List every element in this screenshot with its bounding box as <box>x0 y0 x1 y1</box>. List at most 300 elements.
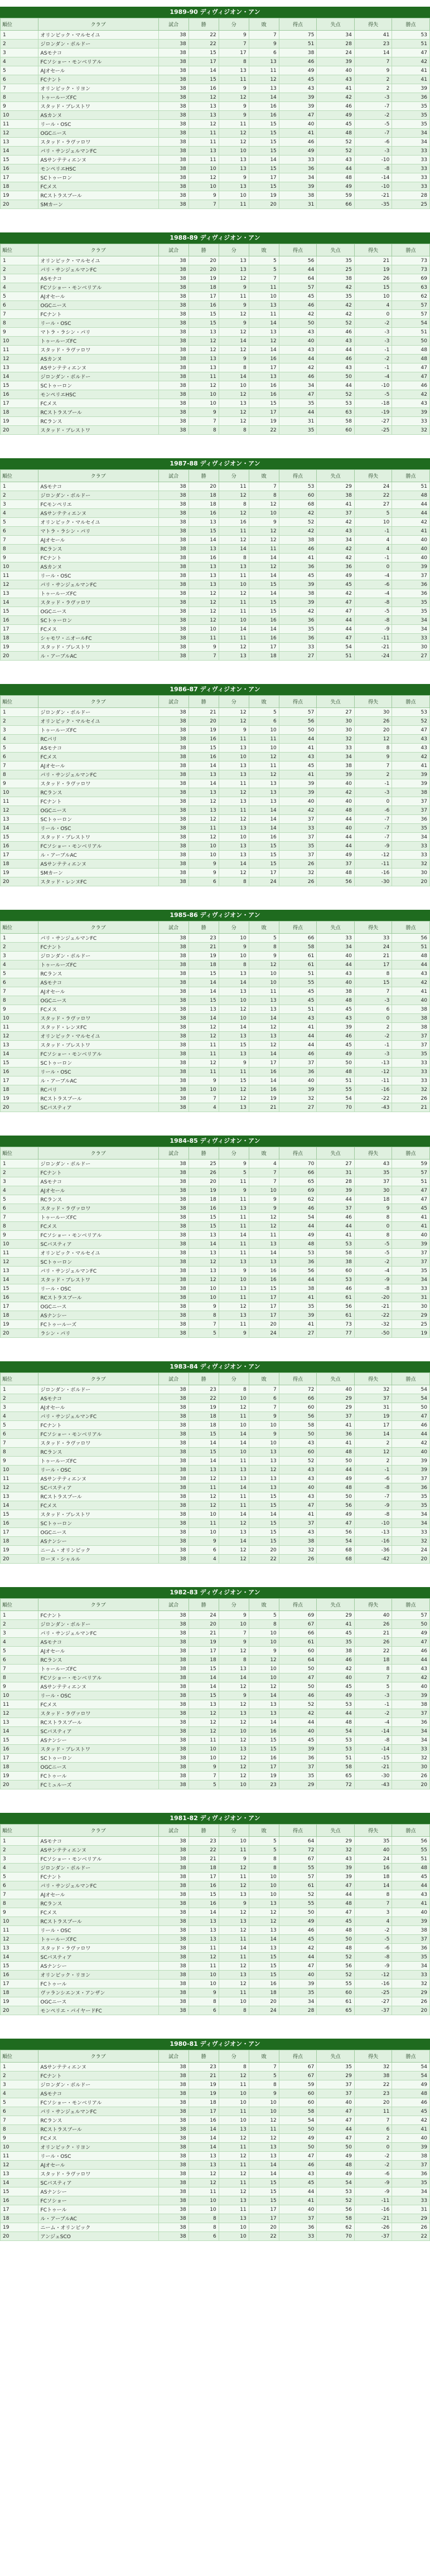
stat-cell: 6 <box>249 717 279 726</box>
stat-cell: 35 <box>279 625 317 634</box>
stat-cell: 60 <box>279 2098 317 2107</box>
stat-cell: 32 <box>392 1537 430 1546</box>
stat-cell: 38 <box>158 580 189 589</box>
stat-cell: 14 <box>219 545 249 554</box>
club-cell: AJオセール <box>38 1403 158 1412</box>
stat-cell: 42 <box>279 1944 317 1953</box>
stat-cell: 42 <box>392 1439 430 1448</box>
stat-cell: 41 <box>317 1620 355 1629</box>
stat-cell: 13 <box>249 996 279 1005</box>
stat-cell: 33 <box>392 147 430 156</box>
table-row <box>1 1466 430 1474</box>
stat-cell: 9 <box>354 66 392 75</box>
stat-cell: 38 <box>279 48 317 57</box>
club-cell: SCトゥーロン <box>38 1059 158 1068</box>
stat-cell: 10 <box>249 1881 279 1890</box>
stat-cell: 11 <box>219 1501 249 1510</box>
table-row <box>1 265 430 274</box>
stat-cell: 11 <box>189 1519 219 1528</box>
column-header: 得失 <box>354 244 392 256</box>
stat-cell: 39 <box>317 57 355 66</box>
stat-cell: -9 <box>354 625 392 634</box>
stat-cell: 47 <box>392 48 430 57</box>
stat-cell: 11 <box>219 1988 249 1997</box>
stat-cell: 12 <box>219 1647 249 1656</box>
stat-cell: 38 <box>317 1258 355 1267</box>
stat-cell: 39 <box>317 1872 355 1881</box>
stat-cell: 46 <box>317 1656 355 1665</box>
rank-cell: 11 <box>1 1249 38 1258</box>
stat-cell: 11 <box>219 1492 249 1501</box>
column-header: 分 <box>219 1599 249 1611</box>
stat-cell: 47 <box>279 390 317 399</box>
stat-cell: 16 <box>189 1899 219 1908</box>
stat-cell: 10 <box>189 2196 219 2205</box>
column-header: 試合 <box>158 470 189 482</box>
stat-cell: 41 <box>317 84 355 93</box>
stat-cell: 19 <box>189 1403 219 1412</box>
stat-cell: 38 <box>158 1980 189 1988</box>
stat-cell: 66 <box>279 934 317 943</box>
rank-cell: 10 <box>1 1466 38 1474</box>
stat-cell: 39 <box>392 408 430 417</box>
column-header: 勝 <box>189 696 219 708</box>
stat-cell: 45 <box>279 571 317 580</box>
stat-cell: 46 <box>317 1284 355 1293</box>
stat-cell: 12 <box>219 1682 249 1691</box>
table-row <box>1 1302 430 1311</box>
column-header: 勝 <box>189 1599 219 1611</box>
stat-cell: 45 <box>279 761 317 770</box>
stat-cell: 12 <box>249 337 279 346</box>
stat-cell: 38 <box>158 482 189 491</box>
column-header: 試合 <box>158 1373 189 1385</box>
stat-cell: -43 <box>354 1781 392 1789</box>
stat-cell: 15 <box>189 319 219 328</box>
stat-cell: 46 <box>317 328 355 337</box>
stat-cell: 54 <box>392 2072 430 2080</box>
stat-cell: 38 <box>392 1700 430 1709</box>
column-header: 得点 <box>279 1147 317 1160</box>
stat-cell: -32 <box>354 1320 392 1329</box>
stat-cell: 19 <box>189 1638 219 1647</box>
stat-cell: 10 <box>249 2098 279 2107</box>
stat-cell: 14 <box>189 66 219 75</box>
rank-cell: 12 <box>1 1709 38 1718</box>
column-header: 試合 <box>158 1825 189 1837</box>
stat-cell: 47 <box>279 1501 317 1510</box>
stat-cell: 53 <box>317 1700 355 1709</box>
stat-cell: 39 <box>392 1240 430 1249</box>
stat-cell: 35 <box>392 598 430 607</box>
stat-cell: -1 <box>354 1041 392 1050</box>
stat-cell: 38 <box>158 57 189 66</box>
club-cell: FCモンペリエ <box>38 500 158 509</box>
stat-cell: 38 <box>158 1050 189 1059</box>
rank-cell: 1 <box>1 708 38 717</box>
stat-cell: 46 <box>392 1647 430 1656</box>
table-row <box>1 2205 430 2214</box>
season-title: 1981-82 ディヴィジオン・アン <box>0 1813 430 1824</box>
stat-cell: 38 <box>158 851 189 860</box>
table-row <box>1 1754 430 1763</box>
stat-cell: -10 <box>354 381 392 390</box>
stat-cell: 11 <box>219 75 249 84</box>
stat-cell: 13 <box>249 1240 279 1249</box>
stat-cell: 44 <box>279 1032 317 1041</box>
stat-cell: 33 <box>317 934 355 943</box>
stat-cell: 50 <box>317 1492 355 1501</box>
rank-cell: 15 <box>1 1736 38 1745</box>
club-cell: FCナント <box>38 554 158 562</box>
stat-cell: 24 <box>354 1855 392 1864</box>
column-header: 順位 <box>1 470 38 482</box>
stat-cell: 42 <box>279 527 317 536</box>
stat-cell: 13 <box>219 770 249 779</box>
stat-cell: -50 <box>354 1329 392 1338</box>
stat-cell: 38 <box>158 1293 189 1302</box>
club-cell: FCソショー・モンベリアル <box>38 57 158 66</box>
stat-cell: 42 <box>392 753 430 761</box>
stat-cell: 23 <box>354 2089 392 2098</box>
table-row <box>1 75 430 84</box>
stat-cell: 38 <box>158 1638 189 1647</box>
rank-cell: 18 <box>1 408 38 417</box>
stat-cell: 14 <box>249 815 279 824</box>
stat-cell: 21 <box>189 2072 219 2080</box>
stat-cell: 38 <box>392 2152 430 2161</box>
rank-cell: 7 <box>1 536 38 545</box>
stat-cell: 49 <box>317 1691 355 1700</box>
rank-cell: 5 <box>1 969 38 978</box>
stat-cell: 15 <box>249 2187 279 2196</box>
rank-cell: 5 <box>1 2098 38 2107</box>
stat-cell: 10 <box>189 390 219 399</box>
club-cell: FCナント <box>38 1872 158 1881</box>
stat-cell: 44 <box>392 500 430 509</box>
rank-cell: 11 <box>1 1700 38 1709</box>
stat-cell: 41 <box>392 1213 430 1222</box>
stat-cell: 20 <box>354 2098 392 2107</box>
stat-cell: 49 <box>279 147 317 156</box>
stat-cell: -36 <box>354 1546 392 1555</box>
stat-cell: 41 <box>392 75 430 84</box>
stat-cell: 19 <box>189 1186 219 1195</box>
stat-cell: 13 <box>249 1700 279 1709</box>
stat-cell: -3 <box>354 147 392 156</box>
stat-cell: 18 <box>189 1864 219 1872</box>
club-cell: トゥールーズFC <box>38 726 158 735</box>
stat-cell: 7 <box>354 57 392 66</box>
stat-cell: 38 <box>392 1023 430 1032</box>
rank-cell: 8 <box>1 93 38 102</box>
club-cell: マトラ・ラシン・パリ <box>38 328 158 337</box>
table-row <box>1 1997 430 2006</box>
stat-cell: 52 <box>392 717 430 726</box>
stat-cell: 49 <box>317 111 355 120</box>
rank-cell: 5 <box>1 1872 38 1881</box>
stat-cell: 65 <box>279 1177 317 1186</box>
stat-cell: 2 <box>354 1439 392 1448</box>
stat-cell: 11 <box>219 1249 249 1258</box>
stat-cell: 14 <box>189 761 219 770</box>
stat-cell: 20 <box>249 2223 279 2232</box>
stat-cell: 13 <box>249 1032 279 1041</box>
stat-cell: 0 <box>354 562 392 571</box>
stat-cell: 14 <box>189 978 219 987</box>
stat-cell: 40 <box>279 1727 317 1736</box>
stat-cell: 39 <box>392 1466 430 1474</box>
stat-cell: 14 <box>249 2170 279 2179</box>
club-cell: OGCニース <box>38 996 158 1005</box>
stat-cell: 31 <box>279 200 317 209</box>
season-title: 1984-85 ディヴィジオン・アン <box>0 1136 430 1147</box>
stat-cell: 16 <box>249 616 279 625</box>
stat-cell: 12 <box>219 2170 249 2179</box>
stat-cell: 38 <box>158 1546 189 1555</box>
rank-cell: 3 <box>1 1629 38 1638</box>
column-header: 勝 <box>189 18 219 31</box>
stat-cell: 13 <box>219 851 249 860</box>
stat-cell: 8 <box>249 2080 279 2089</box>
table-row <box>1 283 430 292</box>
stat-cell: 14 <box>249 1249 279 1258</box>
stat-cell: 48 <box>317 1483 355 1492</box>
stat-cell: 38 <box>158 84 189 93</box>
stat-cell: 60 <box>279 1448 317 1457</box>
stat-cell: 34 <box>392 833 430 842</box>
stat-cell: 7 <box>354 987 392 996</box>
stat-cell: 13 <box>249 1926 279 1935</box>
stat-cell: 36 <box>317 562 355 571</box>
stat-cell: 7 <box>189 1094 219 1103</box>
stat-cell: 44 <box>317 164 355 173</box>
stat-cell: 6 <box>189 1546 219 1555</box>
stat-cell: 38 <box>158 1754 189 1763</box>
stat-cell: 34 <box>317 753 355 761</box>
stat-cell: 12 <box>189 1023 219 1032</box>
stat-cell: 15 <box>189 744 219 753</box>
rank-cell: 18 <box>1 1988 38 1997</box>
stat-cell: 36 <box>279 1068 317 1076</box>
club-cell: OGCニース <box>38 129 158 138</box>
stat-cell: 50 <box>279 1682 317 1691</box>
stat-cell: 38 <box>158 509 189 518</box>
stat-cell: 39 <box>279 1980 317 1988</box>
stat-cell: 12 <box>249 1917 279 1926</box>
stat-cell: 43 <box>279 328 317 337</box>
club-cell: AJオセール <box>38 761 158 770</box>
stat-cell: 3 <box>354 1908 392 1917</box>
stat-cell: 37 <box>392 2161 430 2170</box>
club-cell: オリンピック・マルセイユ <box>38 518 158 527</box>
table-row <box>1 1501 430 1510</box>
stat-cell: 13 <box>189 770 219 779</box>
stat-cell: 26 <box>354 274 392 283</box>
stat-cell: 38 <box>158 191 189 200</box>
stat-cell: 14 <box>249 1718 279 1727</box>
stat-cell: 7 <box>249 274 279 283</box>
rank-cell: 16 <box>1 1068 38 1076</box>
stat-cell: 38 <box>158 363 189 372</box>
table-row <box>1 744 430 753</box>
stat-cell: 12 <box>189 120 219 129</box>
rank-cell: 7 <box>1 310 38 319</box>
stat-cell: 15 <box>189 1890 219 1899</box>
stat-cell: 46 <box>279 1050 317 1059</box>
stat-cell: 11 <box>219 1293 249 1302</box>
rank-cell: 8 <box>1 319 38 328</box>
stat-cell: 15 <box>249 1492 279 1501</box>
stat-cell: 38 <box>158 1745 189 1754</box>
rank-cell: 3 <box>1 500 38 509</box>
stat-cell: 32 <box>392 860 430 869</box>
stat-cell: 12 <box>189 346 219 355</box>
stat-cell: 7 <box>249 482 279 491</box>
stat-cell: 67 <box>279 2072 317 2080</box>
stat-cell: 26 <box>279 1555 317 1564</box>
stat-cell: 38 <box>279 1537 317 1546</box>
club-cell: ジロンダン・ボルドー <box>38 952 158 960</box>
table-row <box>1 869 430 877</box>
stat-cell: 13 <box>189 1917 219 1926</box>
stat-cell: 38 <box>158 2179 189 2187</box>
stat-cell: 12 <box>189 381 219 390</box>
club-cell: ASサンテティエンヌ <box>38 860 158 869</box>
stat-cell: 20 <box>189 482 219 491</box>
table-row <box>1 1519 430 1528</box>
column-header: 得失 <box>354 1373 392 1385</box>
rank-cell: 8 <box>1 1673 38 1682</box>
table-row <box>1 156 430 164</box>
stat-cell: 11 <box>249 735 279 744</box>
stat-cell: -11 <box>354 860 392 869</box>
stat-cell: 5 <box>249 1611 279 1620</box>
stat-cell: 9 <box>219 1267 249 1275</box>
stat-cell: 38 <box>158 372 189 381</box>
stat-cell: 19 <box>189 2080 219 2089</box>
rank-cell: 8 <box>1 2125 38 2134</box>
club-cell: SCバスティア <box>38 1483 158 1492</box>
stat-cell: 38 <box>158 607 189 616</box>
stat-cell: 38 <box>158 337 189 346</box>
rank-cell: 14 <box>1 1727 38 1736</box>
club-cell: パリ・サンジェルマンFC <box>38 2107 158 2116</box>
stat-cell: 36 <box>279 562 317 571</box>
stat-cell: 40 <box>392 554 430 562</box>
stat-cell: 55 <box>392 1846 430 1855</box>
club-cell: パリ・サンジェルマンFC <box>38 1629 158 1638</box>
rank-cell: 5 <box>1 292 38 301</box>
stat-cell: 20 <box>392 2006 430 2015</box>
club-cell: SCバスティア <box>38 1103 158 1112</box>
club-cell: RCランス <box>38 417 158 426</box>
stat-cell: 38 <box>158 2072 189 2080</box>
club-cell: ASモナコ <box>38 1394 158 1403</box>
stat-cell: 7 <box>354 2116 392 2125</box>
stat-cell: 12 <box>219 1736 249 1745</box>
stat-cell: 12 <box>219 1555 249 1564</box>
stat-cell: 35 <box>392 1050 430 1059</box>
stat-cell: 5 <box>249 1846 279 1855</box>
stat-cell: 38 <box>158 66 189 75</box>
stat-cell: 38 <box>317 274 355 283</box>
stat-cell: 37 <box>317 2080 355 2089</box>
stat-cell: -6 <box>354 138 392 147</box>
stat-cell: 17 <box>249 2205 279 2214</box>
stat-cell: 38 <box>158 1908 189 1917</box>
stat-cell: 54 <box>392 1394 430 1403</box>
club-cell: AJオセール <box>38 66 158 75</box>
stat-cell: 11 <box>219 2143 249 2152</box>
stat-cell: 12 <box>219 1005 249 1014</box>
column-header: 失点 <box>317 470 355 482</box>
club-cell: スタッド・ブレストワ <box>38 1041 158 1050</box>
rank-cell: 20 <box>1 1329 38 1338</box>
table-row <box>1 1249 430 1258</box>
stat-cell: 22 <box>249 2232 279 2241</box>
stat-cell: 32 <box>392 1754 430 1763</box>
stat-cell: 11 <box>219 1412 249 1421</box>
stat-cell: 19 <box>189 952 219 960</box>
stat-cell: 38 <box>158 40 189 48</box>
stat-cell: 9 <box>219 1059 249 1068</box>
club-cell: FCナント <box>38 1421 158 1430</box>
rank-cell: 15 <box>1 2187 38 2196</box>
table-row <box>1 1240 430 1249</box>
stat-cell: 11 <box>189 1041 219 1050</box>
rank-cell: 2 <box>1 1620 38 1629</box>
stat-cell: 41 <box>279 1510 317 1519</box>
stat-cell: 20 <box>189 1177 219 1186</box>
stat-cell: 13 <box>219 1103 249 1112</box>
stat-cell: 49 <box>279 1231 317 1240</box>
stat-cell: 37 <box>279 1519 317 1528</box>
stat-cell: 23 <box>189 2063 219 2072</box>
table-row <box>1 1682 430 1691</box>
column-header: 勝点 <box>392 1599 430 1611</box>
stat-cell: 12 <box>189 173 219 182</box>
stat-cell: 10 <box>189 2205 219 2214</box>
club-cell: FCナント <box>38 310 158 319</box>
column-header: 得点 <box>279 1373 317 1385</box>
stat-cell: 15 <box>189 75 219 84</box>
rank-cell: 16 <box>1 2196 38 2205</box>
stat-cell: 44 <box>317 815 355 824</box>
stat-cell: 38 <box>158 1483 189 1492</box>
rank-cell: 9 <box>1 1682 38 1691</box>
stat-cell: 38 <box>158 652 189 661</box>
stat-cell: 41 <box>279 2196 317 2205</box>
stat-cell: 38 <box>317 1647 355 1656</box>
club-cell: ニーム・オリンピック <box>38 2223 158 2232</box>
column-header: クラブ <box>38 2050 158 2063</box>
rank-cell: 6 <box>1 1430 38 1439</box>
stat-cell: 38 <box>158 1267 189 1275</box>
stat-cell: 38 <box>158 292 189 301</box>
stat-cell: 12 <box>249 1222 279 1231</box>
club-cell: スタッド・ブレストワ <box>38 102 158 111</box>
club-cell: FCトゥールーズ <box>38 1320 158 1329</box>
table-row <box>1 833 430 842</box>
stat-cell: 21 <box>189 1855 219 1864</box>
rank-cell: 3 <box>1 48 38 57</box>
stat-cell: 46 <box>279 372 317 381</box>
column-header: 得失 <box>354 921 392 934</box>
stat-cell: 30 <box>392 1763 430 1772</box>
stat-cell: 13 <box>219 744 249 753</box>
stat-cell: 49 <box>317 1510 355 1519</box>
